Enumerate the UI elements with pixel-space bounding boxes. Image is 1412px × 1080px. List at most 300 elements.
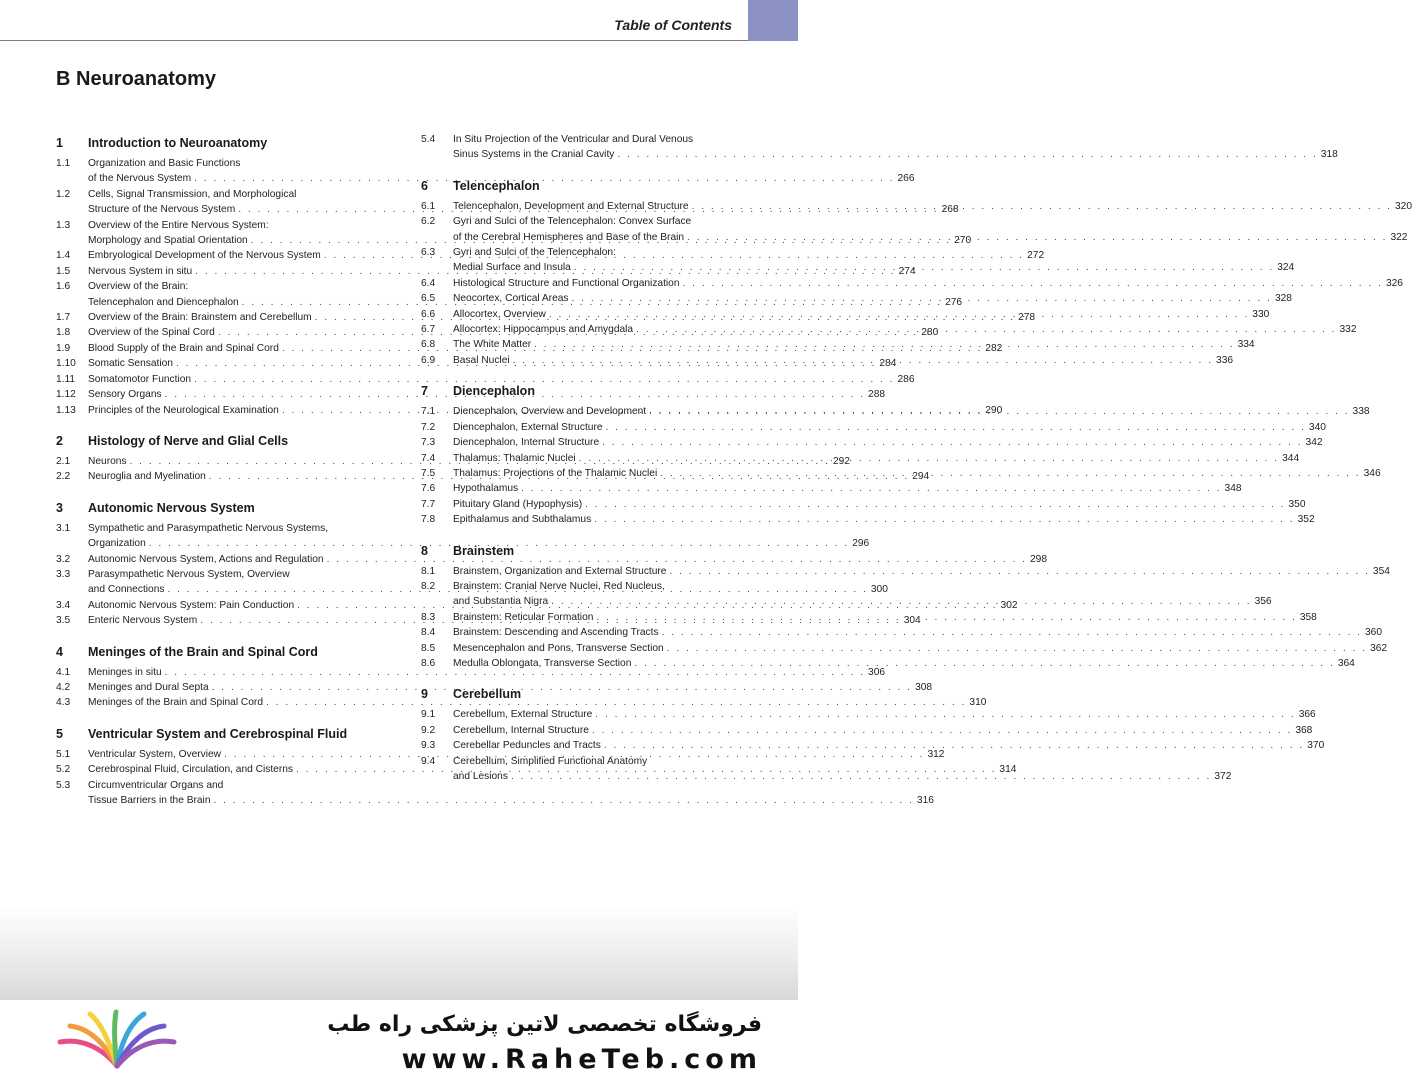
entry-body (453, 610, 1317, 625)
entry-number: 6.5 (421, 293, 436, 305)
entry-text-line: In Situ Projection of the Ventricular and Dural Venous (453, 134, 694, 145)
page-number: 284 (879, 358, 897, 370)
entry-number: 1.5 (56, 265, 71, 277)
entry-number: 1.2 (56, 188, 71, 200)
dot-leader (687, 230, 1387, 245)
chapter-title: Brainstem (453, 543, 515, 558)
entry-number: 1.4 (56, 250, 71, 262)
entry-text-line: Cerebellum, Simplified Functional Anatomy (453, 755, 648, 767)
dot-leader (572, 291, 1272, 306)
entry-last-line (453, 147, 1338, 162)
entry-number: 7.2 (421, 421, 436, 433)
page-number: 294 (912, 471, 930, 483)
entry-number: 8.1 (421, 565, 436, 577)
entry-body (453, 754, 1231, 785)
entry-last-line (453, 641, 1387, 656)
page-number: 334 (1237, 339, 1255, 351)
dot-leader (667, 641, 1367, 656)
entry-text-line: Parasympathetic Nervous System, Overview (88, 568, 290, 580)
header-rule (0, 40, 748, 41)
page-number: 356 (1254, 596, 1272, 608)
entry-number: 1.7 (56, 312, 71, 324)
entry-last-line (453, 337, 1255, 352)
page-number: 324 (1277, 262, 1295, 274)
entry-number: 6.4 (421, 277, 436, 289)
toc-entry[interactable] (421, 564, 1390, 579)
entry-number: 1.6 (56, 281, 71, 293)
entry-text-line: Overview of the Entire Nervous System: (88, 219, 269, 231)
shop-name: فروشگاه تخصصی لاتین پزشکی راه طب (327, 1012, 762, 1037)
chapter-title: Histology of Nerve and Glial Cells (88, 433, 289, 448)
entry-number: 7.8 (421, 514, 436, 526)
dot-leader (596, 610, 1296, 625)
toc-entry[interactable] (421, 641, 1388, 656)
toc-entry[interactable] (56, 665, 886, 680)
page-number: 350 (1288, 498, 1306, 510)
chapter-number: 3 (56, 500, 63, 515)
page-number: 268 (941, 204, 959, 216)
entry-title: Allocortex: Hippocampus and Amygdala (453, 324, 634, 336)
entry-number: 7.7 (421, 498, 436, 510)
page-number: 352 (1297, 514, 1315, 526)
entry-number: 7.5 (421, 467, 436, 479)
entry-last-line (453, 260, 1294, 275)
page-number: 358 (1299, 611, 1317, 623)
entry-body (453, 738, 1324, 753)
page-number: 332 (1339, 324, 1357, 336)
entry-number: 3.5 (56, 615, 71, 627)
entry-last-line (453, 625, 1382, 640)
entry-body (453, 656, 1355, 671)
entry-body (453, 451, 1299, 466)
entry-body (453, 307, 1269, 322)
entry-title: Medulla Oblongata, Transverse Section (453, 657, 632, 669)
chapter-heading[interactable] (56, 132, 376, 154)
entry-last-line (453, 420, 1326, 435)
entry-title: of the Nervous System (88, 173, 192, 185)
entry-title: Epithalamus and Subthalamus (453, 514, 592, 526)
chapter-heading[interactable] (56, 641, 376, 663)
dot-leader (634, 656, 1334, 671)
dot-leader (606, 420, 1306, 435)
toc-entry[interactable] (421, 512, 1315, 527)
dot-leader (592, 723, 1292, 738)
entry-number: 1.9 (56, 342, 71, 354)
entry-last-line (453, 564, 1390, 579)
page-number: 316 (916, 795, 934, 806)
dot-leader (683, 276, 1383, 291)
entry-number: 3.4 (56, 599, 71, 611)
toc-entry[interactable] (421, 656, 1355, 671)
entry-title: and Substantia Nigra (453, 596, 549, 608)
entry-number: 9.3 (421, 740, 436, 752)
chapter-number: 6 (421, 178, 428, 193)
entry-number: 5.3 (56, 779, 71, 791)
entry-last-line (453, 230, 1407, 245)
entry-last-line (453, 738, 1324, 753)
entry-title: Thalamus: Thalamic Nuclei (453, 452, 576, 464)
dot-leader (549, 307, 1249, 322)
page-number: 360 (1364, 627, 1382, 639)
entry-body (453, 420, 1326, 435)
entry-number: 6.9 (421, 354, 436, 366)
entry-last-line (453, 435, 1323, 450)
dot-leader (585, 497, 1285, 512)
entry-body (453, 337, 1255, 352)
entry-title: Somatic Sensation (88, 358, 173, 370)
chapter-number: 9 (421, 687, 428, 702)
entry-body (453, 353, 1233, 368)
entry-number: 2.2 (56, 471, 71, 483)
entry-title: and Lesions (453, 771, 508, 782)
chapter-number: 8 (421, 543, 428, 558)
entry-last-line (453, 353, 1233, 368)
dot-leader (602, 435, 1302, 450)
entry-body (453, 723, 1312, 738)
entry-title: Cerebrospinal Fluid, Circulation, and Cisterns (88, 764, 293, 776)
entry-number: 5.2 (56, 764, 71, 776)
page-header (0, 0, 798, 42)
chapter-number: 4 (56, 644, 63, 659)
entry-number: 7.1 (421, 406, 436, 418)
page-number: 298 (1030, 553, 1047, 565)
entry-number: 1.1 (56, 158, 71, 169)
dot-leader (595, 707, 1295, 722)
entry-text-line: Brainstem: Cranial Nerve Nuclei, Red Nucleus, (453, 580, 665, 592)
chapter-heading[interactable] (421, 540, 741, 562)
toc-entry[interactable] (56, 695, 987, 710)
page-number: 300 (870, 584, 888, 596)
page-number: 346 (1363, 467, 1381, 479)
page-number: 366 (1298, 709, 1316, 721)
entry-text-line: Gyri and Sulci of the Telencephalon: (453, 247, 616, 259)
entry-title: Enteric Nervous System (88, 615, 198, 627)
chapter-heading[interactable] (421, 175, 741, 197)
entry-number: 7.6 (421, 483, 436, 495)
entry-last-line (453, 723, 1312, 738)
entry-number: 7.4 (421, 452, 436, 464)
entry-body (453, 579, 1272, 610)
entry-title: The White Matter (453, 339, 532, 351)
entry-title: Diencephalon, External Structure (453, 421, 603, 433)
entry-title: Morphology and Spatial Orientation (88, 235, 248, 247)
dot-leader (579, 451, 1279, 466)
entry-title: Neuroglia and Myelination (88, 471, 206, 483)
page-number: 278 (1018, 312, 1036, 324)
entry-title: Nervous System in situ (88, 265, 193, 277)
entry-last-line (453, 512, 1315, 527)
toc-entry[interactable] (421, 497, 1306, 512)
chapter-heading[interactable] (56, 723, 376, 745)
entry-title: Brainstem, Organization and External Structure (453, 565, 667, 577)
entry-number: 1.8 (56, 327, 71, 339)
entry-number: 6.3 (421, 247, 436, 259)
entry-number: 1.3 (56, 219, 71, 231)
entry-title: Autonomic Nervous System, Actions and Regulation (88, 553, 324, 565)
entry-body (453, 481, 1242, 496)
entry-last-line (453, 276, 1403, 291)
page-number: 282 (985, 342, 1003, 354)
entry-number: 6.1 (421, 200, 436, 212)
toc-entry[interactable] (56, 372, 915, 387)
entry-title: Medial Surface and Insula (453, 262, 571, 274)
entry-title: Principles of the Neurological Examination (88, 404, 279, 416)
dot-leader (604, 738, 1304, 753)
chapter-heading[interactable] (421, 683, 741, 705)
entry-body (453, 625, 1382, 640)
entry-number: 6.8 (421, 339, 436, 351)
dot-leader (649, 404, 1349, 419)
header-accent-block (748, 0, 798, 41)
toc-entry[interactable] (421, 420, 1326, 435)
entry-last-line (453, 497, 1306, 512)
entry-body (453, 707, 1316, 722)
chapter-title: Introduction to Neuroanatomy (88, 136, 268, 150)
page-number: 318 (1320, 149, 1338, 161)
chapter-title: Meninges of the Brain and Spinal Cord (88, 644, 318, 659)
page-number: 266 (897, 173, 915, 185)
toc-entry[interactable] (56, 552, 1047, 567)
page-number: 272 (1027, 250, 1045, 262)
toc-entry[interactable] (421, 723, 1313, 738)
entry-last-line (453, 610, 1317, 625)
entry-title: Meninges and Dural Septa (88, 681, 209, 693)
open-book-icon (52, 1008, 182, 1074)
page-number: 354 (1372, 565, 1390, 577)
dot-leader (669, 564, 1369, 579)
page-number: 308 (915, 681, 933, 693)
dot-leader (521, 481, 1221, 496)
dot-leader (513, 353, 1213, 368)
entry-title: Ventricular System, Overview (88, 748, 222, 760)
chapter-title: Ventricular System and Cerebrospinal Fluid (88, 726, 348, 741)
entry-number: 5.4 (421, 134, 436, 145)
entry-number: 6.7 (421, 324, 436, 336)
page-number: 270 (954, 235, 972, 247)
entry-last-line (453, 466, 1381, 481)
page-number: 328 (1274, 293, 1292, 305)
entry-number: 1.10 (56, 358, 76, 370)
entry-last-line (453, 451, 1299, 466)
page-number: 330 (1252, 308, 1270, 320)
entry-number: 3.3 (56, 568, 71, 580)
entry-title: Brainstem: Descending and Ascending Tracts (453, 627, 659, 639)
chapter-heading[interactable] (56, 497, 376, 519)
entry-title: Meninges of the Brain and Spinal Cord (88, 697, 263, 709)
entry-title: Diencephalon, Internal Structure (453, 437, 600, 449)
entry-title: of the Cerebral Hemispheres and Base of the Brain (453, 231, 685, 243)
entry-text-line: Sympathetic and Parasympathetic Nervous Systems, (88, 522, 329, 534)
entry-title: Sensory Organs (88, 389, 162, 401)
entry-body (453, 245, 1294, 276)
entry-text-line: Overview of the Brain: (88, 281, 189, 293)
page-number: 322 (1390, 231, 1408, 243)
toc-entry[interactable] (421, 132, 1338, 163)
entry-title: Sinus Systems in the Cranial Cavity (453, 149, 615, 161)
page-number: 274 (898, 265, 916, 277)
entry-title: Autonomic Nervous System: Pain Conduction (88, 599, 295, 611)
chapter-title: Diencephalon (453, 384, 535, 399)
entry-last-line (453, 769, 1231, 784)
dot-leader (594, 512, 1294, 527)
chapter-title: Telencephalon (453, 178, 540, 193)
entry-number: 9.4 (421, 755, 436, 767)
entry-last-line (453, 656, 1355, 671)
chapter-number: 7 (421, 384, 428, 399)
page-number: 302 (1000, 599, 1018, 611)
entry-last-line (453, 404, 1370, 419)
entry-number: 6.2 (421, 216, 436, 228)
entry-number: 8.3 (421, 611, 436, 623)
entry-title: Meninges in situ (88, 666, 162, 678)
entry-number: 3.2 (56, 553, 71, 565)
entry-body (453, 132, 1338, 163)
entry-last-line (453, 291, 1292, 306)
toc-entry[interactable] (421, 481, 1242, 496)
entry-title: Telencephalon, Development and External Structure (453, 200, 689, 212)
toc-entry[interactable] (421, 738, 1325, 753)
entry-title: Diencephalon, Overview and Development (453, 406, 647, 418)
page-number: 370 (1307, 740, 1325, 752)
dot-leader (534, 337, 1234, 352)
entry-number: 7.3 (421, 437, 436, 449)
page-number: 368 (1295, 724, 1313, 736)
entry-title: Tissue Barriers in the Brain (88, 795, 211, 806)
chapter-title: Autonomic Nervous System (88, 500, 255, 515)
dot-leader (511, 769, 1211, 784)
page-number: 276 (945, 296, 963, 308)
page-number: 364 (1337, 657, 1355, 669)
entry-title: Organization (88, 538, 146, 550)
entry-title: Overview of the Brain: Brainstem and Cerebellum (88, 312, 312, 324)
section-title: B Neuroanatomy (56, 68, 217, 90)
entry-number: 4.3 (56, 697, 71, 709)
dot-leader (551, 594, 1251, 609)
page-number: 314 (999, 764, 1017, 776)
entry-title: Thalamus: Projections of the Thalamic Nuclei (453, 467, 658, 479)
page-number: 372 (1214, 771, 1232, 782)
entry-body (453, 214, 1407, 245)
entry-last-line (453, 481, 1242, 496)
entry-text-line: Cells, Signal Transmission, and Morphological (88, 188, 297, 200)
entry-title: Structure of the Nervous System (88, 204, 236, 216)
entry-number: 8.5 (421, 642, 436, 654)
entry-body (453, 276, 1403, 291)
entry-title: Embryological Development of the Nervous System (88, 250, 321, 262)
entry-last-line (453, 199, 1412, 214)
entry-body (453, 641, 1387, 656)
entry-title: Neurons (88, 455, 127, 467)
page-number: 338 (1352, 406, 1370, 418)
page-number: 348 (1224, 483, 1242, 495)
toc-entry[interactable] (421, 276, 1403, 291)
entry-title: Cerebellum, Internal Structure (453, 724, 589, 736)
entry-title: Telencephalon and Diencephalon (88, 296, 239, 308)
entry-number: 8.6 (421, 657, 436, 669)
entry-body (453, 291, 1292, 306)
entry-body (453, 322, 1357, 337)
entry-text-line: Gyri and Sulci of the Telencephalon: Convex Surface (453, 216, 692, 228)
entry-number: 3.1 (56, 522, 71, 534)
entry-title: Hypothalamus (453, 483, 519, 495)
entry-number: 4.1 (56, 666, 71, 678)
entry-title: Neocortex, Cortical Areas (453, 293, 569, 305)
header-title: Table of Contents (614, 17, 732, 33)
toc-chapter (421, 132, 1338, 163)
entry-number: 8.4 (421, 627, 436, 639)
page-number: 336 (1216, 354, 1234, 366)
entry-title: and Connections (88, 584, 165, 596)
chapter-heading[interactable] (421, 380, 741, 402)
dot-leader (662, 625, 1362, 640)
entry-body (453, 404, 1370, 419)
footer-shade (0, 905, 798, 1000)
dot-leader (692, 199, 1392, 214)
entry-number: 1.12 (56, 389, 76, 401)
page-number: 288 (868, 389, 886, 401)
entry-number: 6.6 (421, 308, 436, 320)
page-number: 320 (1395, 200, 1412, 212)
page-number: 290 (985, 404, 1003, 416)
page-number: 286 (897, 373, 915, 385)
entry-number: 1.13 (56, 404, 76, 416)
dot-leader (574, 260, 1274, 275)
toc-entry[interactable] (421, 435, 1323, 450)
entry-title: Cerebellum, External Structure (453, 709, 593, 721)
entry-title: Cerebellar Peduncles and Tracts (453, 740, 601, 752)
chapter-number: 1 (56, 136, 63, 150)
toc-entry[interactable] (56, 778, 934, 809)
entry-title: Histological Structure and Functional Organization (453, 277, 680, 289)
entry-number: 2.1 (56, 455, 71, 467)
entry-title: Pituitary Gland (Hypophysis) (453, 498, 583, 510)
toc-entry[interactable] (421, 707, 1316, 722)
entry-number: 4.2 (56, 681, 71, 693)
entry-number: 9.2 (421, 724, 436, 736)
page-number: 344 (1282, 452, 1300, 464)
entry-title: Allocortex, Overview (453, 308, 546, 320)
page-number: 310 (969, 697, 987, 709)
entry-body (453, 435, 1323, 450)
dot-leader (636, 322, 1336, 337)
entry-number: 9.1 (421, 709, 436, 721)
dot-leader (617, 147, 1317, 162)
entry-body (453, 512, 1315, 527)
shop-url[interactable]: www.RaheTeb.com (401, 1044, 762, 1075)
entry-text-line: Organization and Basic Functions (88, 158, 241, 169)
dot-leader (660, 466, 1360, 481)
chapter-heading[interactable] (56, 430, 376, 452)
entry-title: Blood Supply of the Brain and Spinal Cord (88, 342, 279, 354)
chapter-number: 5 (56, 726, 63, 741)
toc-entry[interactable] (421, 625, 1382, 640)
entry-body (453, 497, 1306, 512)
page-number: 280 (921, 327, 939, 339)
page-number: 342 (1305, 437, 1323, 449)
entry-last-line (453, 594, 1272, 609)
entry-title: Brainstem: Reticular Formation (453, 611, 594, 623)
entry-title: Mesencephalon and Pons, Transverse Section (453, 642, 664, 654)
entry-last-line (453, 307, 1269, 322)
page-number: 312 (927, 748, 945, 760)
page-number: 304 (903, 615, 921, 627)
entry-title: Somatomotor Function (88, 373, 192, 385)
entry-body (453, 199, 1412, 214)
page-number: 306 (868, 666, 886, 678)
entry-text-line: Circumventricular Organs and (88, 779, 224, 791)
page-number: 362 (1370, 642, 1388, 654)
entry-number: 5.1 (56, 748, 71, 760)
